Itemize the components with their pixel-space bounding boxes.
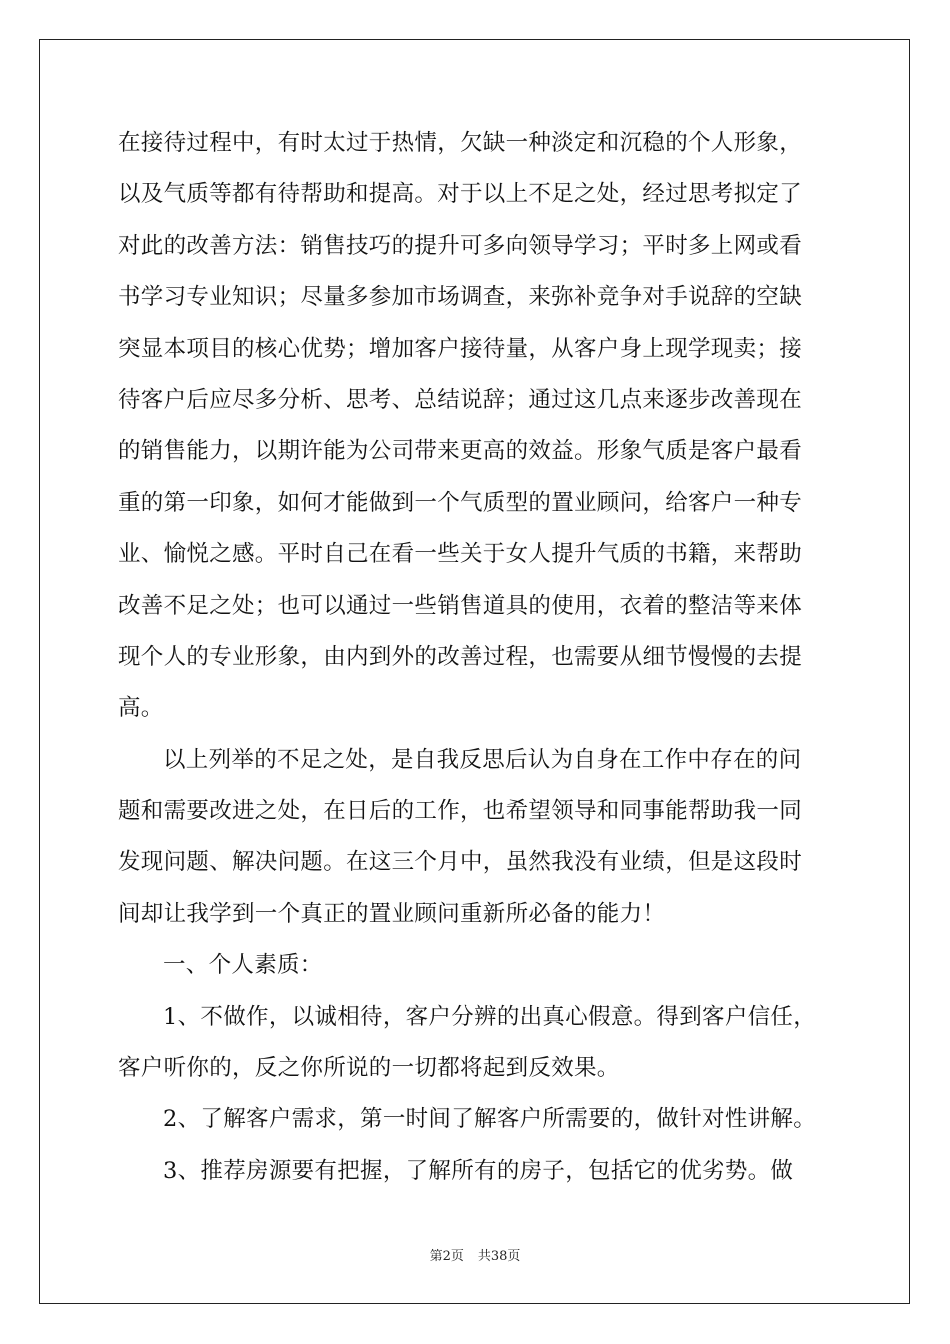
- page-number: 第2页: [429, 1249, 464, 1264]
- text-line: 重的第一印象，如何才能做到一个气质型的置业顾问，给客户一种专: [118, 489, 803, 516]
- text-line: 突显本项目的核心优势；增加客户接待量，从客户身上现学现卖；接: [118, 335, 803, 362]
- text-line: 1、不做作，以诚相待，客户分辨的出真心假意。得到客户信任，: [163, 1003, 817, 1030]
- text-line: 高。: [118, 695, 164, 722]
- text-line: 间却让我学到一个真正的置业顾问重新所必备的能力！: [118, 900, 666, 927]
- text-line: 客户听你的，反之你所说的一切都将起到反效果。: [118, 1055, 620, 1082]
- text-line: 对此的改善方法：销售技巧的提升可多向领导学习；平时多上网或看: [118, 232, 803, 259]
- page-total: 共38页: [477, 1249, 521, 1264]
- text-line: 待客户后应尽多分析、思考、总结说辞；通过这几点来逐步改善现在: [118, 386, 803, 413]
- text-line: 3、推荐房源要有把握，了解所有的房子，包括它的优劣势。做: [163, 1157, 794, 1184]
- text-line: 业、愉悦之感。平时自己在看一些关于女人提升气质的书籍，来帮助: [118, 541, 803, 568]
- text-line: 书学习专业知识；尽量多参加市场调查，来弥补竞争对手说辞的空缺: [118, 284, 803, 311]
- document-body: [118, 118, 838, 1197]
- text-line: 以及气质等都有待帮助和提高。对于以上不足之处，经过思考拟定了: [118, 181, 803, 208]
- text-line: 发现问题、解决问题。在这三个月中，虽然我没有业绩，但是这段时: [118, 849, 803, 876]
- text-line: 题和需要改进之处，在日后的工作，也希望领导和同事能帮助我一同: [118, 798, 803, 825]
- text-line: 的销售能力，以期许能为公司带来更高的效益。形象气质是客户最看: [118, 438, 803, 465]
- text-line: 以上列举的不足之处，是自我反思后认为自身在工作中存在的问: [163, 746, 802, 773]
- text-line: 现个人的专业形象，由内到外的改善过程，也需要从细节慢慢的去提: [118, 643, 803, 670]
- page-footer: [0, 1245, 950, 1264]
- text-line: 在接待过程中，有时太过于热情，欠缺一种淡定和沉稳的个人形象，: [118, 130, 803, 156]
- text-line: 改善不足之处；也可以通过一些销售道具的使用，衣着的整洁等来体: [118, 592, 803, 619]
- section-heading: 一、个人素质：: [163, 952, 323, 979]
- text-line: 2、了解客户需求，第一时间了解客户所需要的，做针对性讲解。: [163, 1106, 817, 1133]
